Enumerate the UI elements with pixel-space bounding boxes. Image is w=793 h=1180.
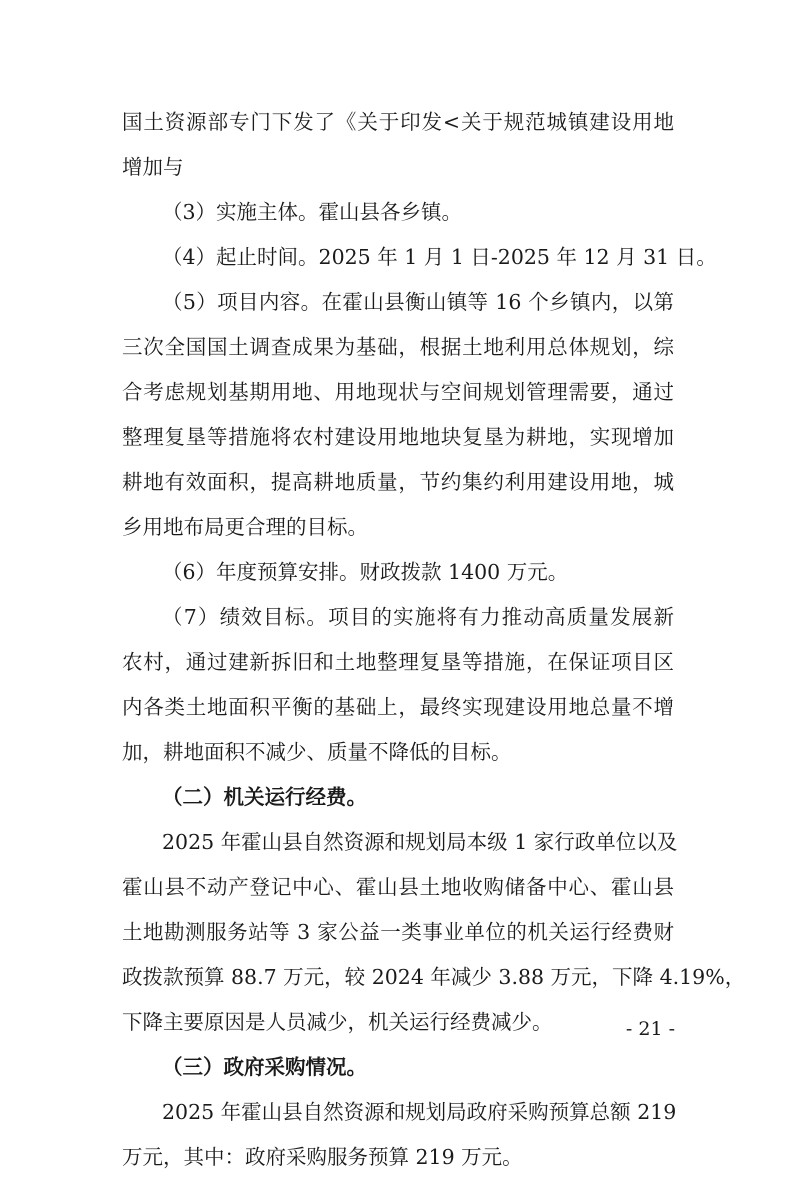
paragraph-line: 2025 年霍山县自然资源和规划局本级 1 家行政单位以及 — [162, 830, 678, 854]
paragraph-line: （4）起止时间。2025 年 1 月 1 日-2025 年 12 月 31 日。 — [162, 245, 717, 269]
document-body — [122, 100, 746, 1180]
paragraph-line: 下降主要原因是人员减少，机关运行经费减少。 — [122, 1010, 553, 1034]
paragraph-line: 整理复垦等措施将农村建设用地地块复垦为耕地，实现增加 — [122, 425, 674, 449]
section-heading: （二）机关运行经费。 — [162, 785, 367, 809]
paragraph-line: 增加与 — [122, 155, 184, 179]
paragraph-line: 内各类土地面积平衡的基础上，最终实现建设用地总量不增 — [122, 695, 674, 719]
paragraph-line: （7）绩效目标。项目的实施将有力推动高质量发展新 — [162, 605, 674, 629]
paragraph-line: 农村，通过建新拆旧和土地整理复垦等措施，在保证项目区 — [122, 650, 674, 674]
paragraph-line: （3）实施主体。霍山县各乡镇。 — [162, 200, 463, 224]
paragraph-line: 乡用地布局更合理的目标。 — [122, 515, 368, 539]
paragraph-line: （5）项目内容。在霍山县衡山镇等 16 个乡镇内，以第 — [162, 290, 674, 314]
paragraph-line: 政拨款预算 88.7 万元，较 2024 年减少 3.88 万元，下降 4.19%， — [122, 965, 746, 989]
paragraph-line: 土地勘测服务站等 3 家公益一类事业单位的机关运行经费财 — [122, 920, 674, 944]
paragraph-line: 三次全国国土调查成果为基础，根据土地利用总体规划，综 — [122, 335, 674, 359]
paragraph-line: 2025 年霍山县自然资源和规划局政府采购预算总额 219 — [162, 1100, 677, 1124]
paragraph-line: 万元，其中：政府采购服务预算 219 万元。 — [122, 1145, 523, 1169]
paragraph-line: 霍山县不动产登记中心、霍山县土地收购储备中心、霍山县 — [122, 875, 674, 899]
page-number: - 21 - — [625, 1018, 675, 1040]
paragraph-line: 耕地有效面积，提高耕地质量，节约集约利用建设用地，城 — [122, 470, 674, 494]
paragraph-line: 加，耕地面积不减少、质量不降低的目标。 — [122, 740, 512, 764]
paragraph-line: 合考虑规划基期用地、用地现状与空间规划管理需要，通过 — [122, 380, 674, 404]
paragraph-line: 国土资源部专门下发了《关于印发<关于规范城镇建设用地 — [122, 110, 674, 134]
section-heading: （三）政府采购情况。 — [162, 1055, 367, 1079]
paragraph-line: （6）年度预算安排。财政拨款 1400 万元。 — [162, 560, 569, 584]
